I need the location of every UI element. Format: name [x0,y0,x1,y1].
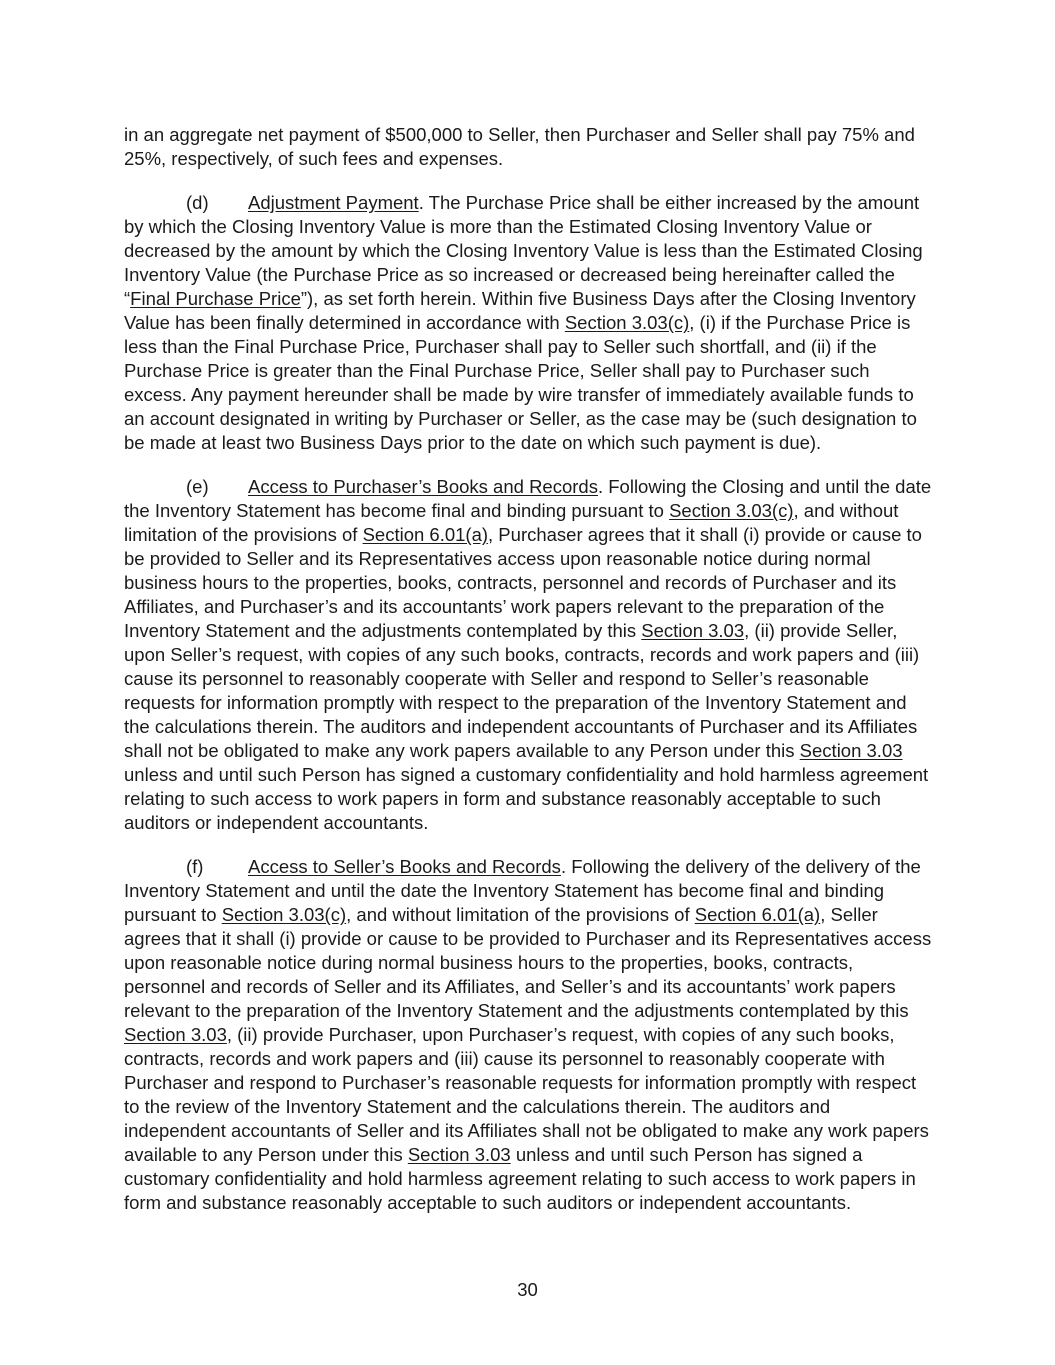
paragraph-d-text-2: ”), as set forth herein. Within five Business Days after the Closing Inventory Value has been finally determined in accordance with [124,288,916,333]
intro-paragraph [124,123,936,171]
section-reference: Section 3.03 [641,620,745,641]
paragraph-f-text-1: . Following the delivery of the delivery of the Inventory Statement and until the date the Inventory Statement has become final and binding pursuant to [124,856,921,925]
section-reference: Section 3.03(c) [564,312,690,333]
paragraph-d-text-3: , (i) if the Purchase Price is less than the Final Purchase Price, Purchaser shall pay to Seller such shortfall, and (ii) if the Purchase Price is greater than the Final Purchase Price, Seller shall pay to Purchaser such excess. Any payment hereunder shall be made by wire transfer of immediately available funds to an account designated in writing by Purchaser or Seller, as the case may be (such designation to be made at least two Business Days prior to the date on which such payment is due). [124,312,917,453]
paragraph-d [124,191,936,455]
paragraph-d-heading: Adjustment Payment [248,192,419,213]
paragraph-e [124,475,936,835]
paragraph-e-marker: (e) [186,476,209,497]
paragraph-e-text-2: , and without limitation of the provisions of [124,500,899,545]
paragraph-e-text-3: , Purchaser agrees that it shall (i) provide or cause to be provided to Seller and its Representatives access upon reasonable notice during normal business hours to the properties, books, contracts, personnel and records of Purchaser and its Affiliates, and Purchaser’s and its accountants’ work papers relevant to the preparation of the Inventory Statement and the adjustments contemplated by this [124,524,922,641]
section-reference: Section 6.01(a) [362,524,489,545]
paragraph-f-text-4: , (ii) provide Purchaser, upon Purchaser’s request, with copies of any such books, contracts, records and work papers and (iii) cause its personnel to reasonably cooperate with Purchaser and respond to Purchaser’s reasonable requests for information promptly with respect to the review of the Inventory Statement and the calculations therein. The auditors and independent accountants of Seller and its Affiliates shall not be obligated to make any work papers available to any Person under this [124,1024,929,1165]
intro-text: in an aggregate net payment of $500,000 to Seller, then Purchaser and Seller shall pay 75% and 25%, respectively, of such fees and expenses. [124,124,915,169]
paragraph-f-text-3: , Seller agrees that it shall (i) provide or cause to be provided to Purchaser and its Representatives access upon reasonable notice during normal business hours to the properties, books, contracts, personnel and records of Seller and its Affiliates, and Seller’s and its accountants’ work papers relevant to the preparation of the Inventory Statement and the adjustments contemplated by this [124,904,932,1021]
document-page [124,123,936,1235]
paragraph-d-marker: (d) [186,192,209,213]
paragraph-e-text-4: , (ii) provide Seller, upon Seller’s request, with copies of any such books, contracts, records and work papers and (iii) cause its personnel to reasonably cooperate with Seller and respond to Seller’s reasonable requests for information promptly with respect to the preparation of the Inventory Statement and the calculations therein. The auditors and independent accountants of Purchaser and its Affiliates shall not be obligated to make any work papers available to any Person under this [124,620,920,761]
paragraph-d-text-1: . The Purchase Price shall be either increased by the amount by which the Closing Inventory Value is more than the Estimated Closing Inventory Value or decreased by the amount by which the Closing Inventory Value is less than the Estimated Closing Inventory Value (the Purchase Price as so increased or decreased being hereinafter called the “ [124,192,923,309]
section-reference: Section 6.01(a) [694,904,821,925]
paragraph-e-text-5: unless and until such Person has signed a customary confidentiality and hold harmless agreement relating to such access to work papers in form and substance reasonably acceptable to such auditors or independent accountants. [124,764,929,833]
section-reference: Section 3.03(c) [669,500,794,521]
paragraph-e-text-1: . Following the Closing and until the date the Inventory Statement has become final and binding pursuant to [124,476,932,521]
section-reference: Section 3.03 [799,740,903,761]
section-reference: Section 3.03(c) [221,904,347,925]
paragraph-f-marker: (f) [186,856,204,877]
paragraph-f-text-5: unless and until such Person has signed a customary confidentiality and hold harmless agreement relating to such access to work papers in form and substance reasonably acceptable to such auditors or independent accountants. [124,1144,916,1213]
section-reference: Section 3.03 [124,1024,227,1045]
section-reference: Section 3.03 [407,1144,511,1165]
paragraph-f-heading: Access to Seller’s Books and Records [248,856,561,877]
page-number: 30 [517,1279,538,1300]
paragraph-e-heading: Access to Purchaser’s Books and Records [248,476,598,497]
paragraph-f [124,855,936,1215]
paragraph-f-text-2: , and without limitation of the provisions of [346,904,695,925]
final-purchase-price-term: Final Purchase Price [130,288,301,309]
